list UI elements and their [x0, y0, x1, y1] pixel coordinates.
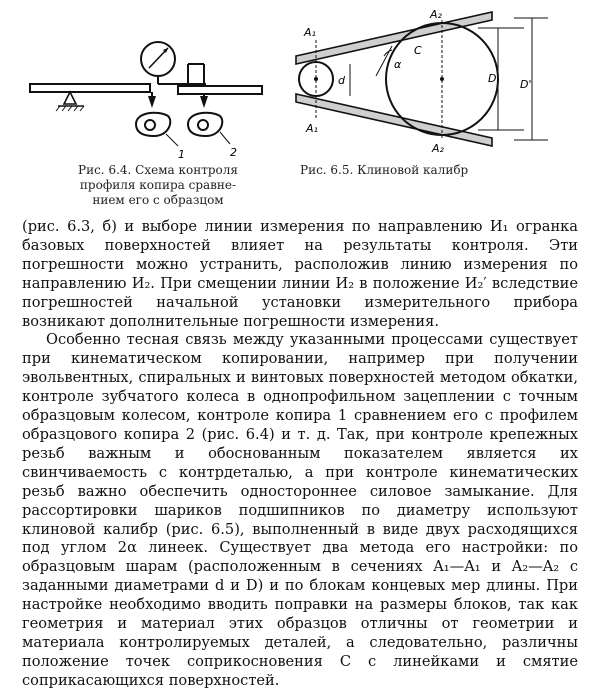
fig65-label-D-prime: D' [520, 78, 532, 91]
paragraph-1: (рис. 6.3, б) и выборе линии измерения по направлению И₁ огранка базовых поверхностей влияет на результаты контроля. Эти погрешности можно устранить, расположив линию измерения по направлению И₂. При смещении линии И₂ в положение И₂′ вследствие погрешностей начальной установки измерительного прибора возникают дополнительные погрешности измерения. [22, 218, 578, 330]
figure-6-4-caption [48, 163, 268, 208]
fig65-label-c: C [414, 44, 422, 57]
fig64-label-1: 1 [178, 148, 185, 161]
figure-6-5 [292, 6, 562, 156]
fig65-label-a2-bottom: A₂ [432, 142, 444, 155]
paragraph-2: Особенно тесная связь между указанными процессами существует при кинематическом копировании, например при получении эвольвентных, спиральных и винтовых поверхностей методом обкатки, контроле зубчатого колеса в однопрофильном зацеплении с точным образцовым колесом, контроле копира 1 сравнением его с профилем образцового копира 2 (рис. 6.4) и т. д. Так, при контроле крепежных резьб важным и обоснованным показателем является их свинчиваемость с контрдеталью, а при контроле кинематических резьб важно обеспечить одностороннее силовое замыкание. Для рассортировки шариков подшипников по диаметру используют клиновой калибр (рис. 6.5), выполненный в виде двух расходящихся под углом 2α линеек. Существует два метода его настройки: по образцовым шарам (расположенным в сечениях A₁—A₁ и A₂—A₂ с заданными диаметрами d и D) и по блокам концевых мер длины. При настройке необходимо вводить поправки на размеры блоков, так как геометрия и материал этих образцов отличны от геометрии и материала контролируемых деталей, а следовательно, различны положение точек соприкосновения C с линейками и смятие соприкасающихся поверхностей. [22, 331, 578, 689]
figure-6-4 [28, 4, 268, 164]
caption-line: профиля копира сравне- [79, 178, 237, 192]
caption-line: нием его с образцом [92, 193, 224, 207]
fig65-label-D: D [488, 72, 497, 85]
body-text [22, 218, 578, 691]
fig65-label-a1-bottom: A₁ [306, 122, 318, 135]
fig64-label-2: 2 [230, 146, 237, 159]
fig65-label-d: d [338, 74, 345, 87]
fig65-label-alpha: α [394, 58, 402, 71]
figure-6-5-caption: Рис. 6.5. Клиновой калибр [300, 163, 469, 177]
fig65-label-a2-top: A₂ [430, 8, 442, 21]
caption-line: Рис. 6.4. Схема контроля [78, 163, 238, 177]
fig65-label-a1-top: A₁ [304, 26, 316, 39]
